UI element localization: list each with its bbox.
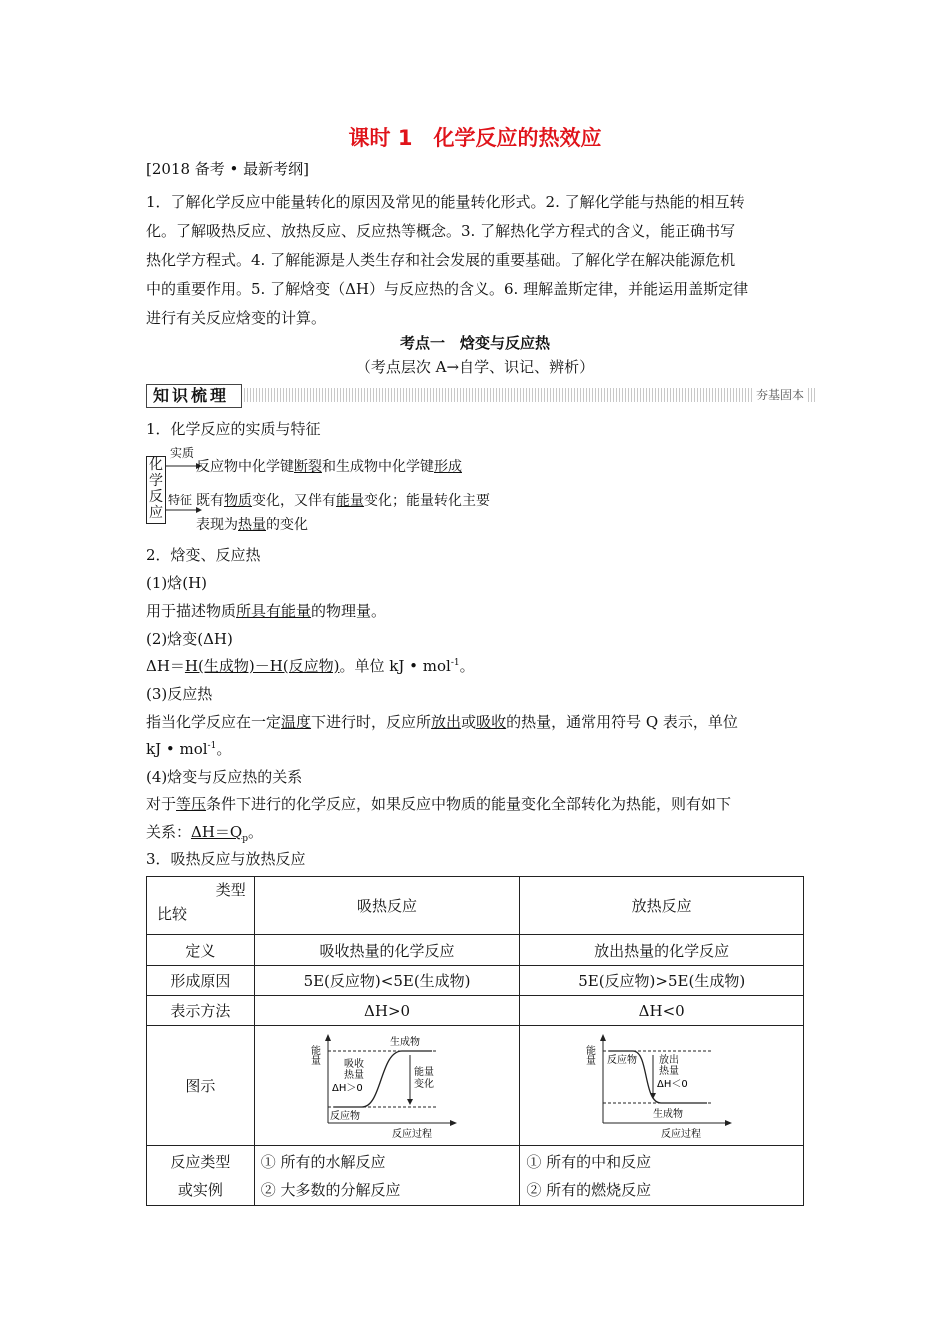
enthalpy-change-formula: ΔH＝H(生成物)－H(反应物)。单位 kJ • mol$^{-1}$。 <box>146 657 475 675</box>
endo-absorb-label-1: 吸收 <box>344 1058 365 1070</box>
endo-change-label-2: 变化 <box>414 1078 435 1090</box>
relation-text: 对于等压条件下进行的化学反应，如果反应中物质的能量变化全部转化为热能，则有如下 <box>146 795 732 813</box>
exothermic-examples <box>520 1146 804 1206</box>
exo-dh-label: ΔH＜0 <box>656 1078 688 1090</box>
example-item: ② 大多数的分解反应 <box>260 1180 401 1199</box>
row-cell: 5E(反应物)>5E(生成物) <box>520 966 804 996</box>
row-cell: ΔH<0 <box>520 996 804 1026</box>
table-header-row <box>147 877 804 935</box>
objective-line: 化。了解吸热反应、放热反应、反应热等概念。3. 了解热化学方程式的含义，能正确书写 <box>146 222 736 240</box>
endothermic-graph <box>308 1031 462 1141</box>
reaction-box <box>146 456 166 524</box>
exam-tag: [2018 备考 • 最新考纲] <box>146 160 310 178</box>
corner-top: 类型 <box>215 881 246 899</box>
box-char: 反 <box>149 489 163 505</box>
corner-cell <box>147 877 255 935</box>
corner-bottom: 比较 <box>157 905 188 923</box>
endo-absorb-label-2: 热量 <box>344 1069 365 1081</box>
endo-change-label-1: 能量 <box>414 1066 435 1078</box>
exo-reactant-label: 反应物 <box>606 1054 637 1066</box>
reaction-heat-unit: kJ • mol$^{-1}$。 <box>146 740 232 758</box>
header-exothermic: 放热反应 <box>520 877 804 935</box>
feature-text-2: 表现为热量的变化 <box>196 517 308 533</box>
exo-x-label: 反应过程 <box>660 1128 701 1140</box>
feature-label: 特征 <box>168 493 193 507</box>
page-title: 课时 1 化学反应的热效应 <box>348 126 602 150</box>
box-char: 化 <box>149 457 163 473</box>
example-item: ① 所有的中和反应 <box>526 1152 652 1171</box>
objectives <box>146 188 806 333</box>
exo-product-label: 生成物 <box>652 1108 683 1120</box>
exo-release-label-2: 热量 <box>658 1065 679 1077</box>
objective-line: 1．了解化学反应中能量转化的原因及常见的能量转化形式。2. 了解化学能与热能的相互转 <box>146 193 745 211</box>
banner-label: 知识梳理 <box>146 384 242 408</box>
row-cell: 放出热量的化学反应 <box>520 935 804 966</box>
essence-label: 实质 <box>170 446 195 460</box>
feature-text: 既有物质变化，又伴有能量变化；能量转化主要 <box>196 493 490 509</box>
examples-row <box>147 1146 804 1206</box>
exothermic-graph-cell <box>520 1026 804 1146</box>
enthalpy-change-title: (2)焓变(ΔH) <box>146 630 233 648</box>
endo-reactant-label: 反应物 <box>330 1110 361 1122</box>
endo-x-label: 反应过程 <box>392 1128 433 1140</box>
table-row <box>147 966 804 996</box>
row-label: 定义 <box>147 935 255 966</box>
knowledge-banner <box>146 384 816 406</box>
box-char: 应 <box>149 505 163 521</box>
objective-line: 进行有关反应焓变的计算。 <box>146 309 327 327</box>
enthalpy-definition: 用于描述物质所具有能量的物理量。 <box>146 602 387 620</box>
exothermic-graph <box>583 1031 737 1141</box>
examples-label-line: 或实例 <box>177 1180 223 1199</box>
figure-label: 图示 <box>147 1026 255 1146</box>
example-item: ① 所有的水解反应 <box>260 1152 386 1171</box>
exo-y-label: 能量 <box>583 1044 595 1065</box>
table-row <box>147 935 804 966</box>
table-row <box>147 996 804 1026</box>
row-cell: 吸收热量的化学反应 <box>254 935 520 966</box>
enthalpy-title: (1)焓(H) <box>146 574 208 592</box>
section-title: 考点一 焓变与反应热 <box>399 334 550 352</box>
comparison-table <box>146 876 804 1206</box>
box-char: 学 <box>149 473 163 489</box>
row-label: 表示方法 <box>147 996 255 1026</box>
section-subtitle: （考点层次 A→自学、识记、辨析） <box>355 358 595 376</box>
relation-title: (4)焓变与反应热的关系 <box>146 768 303 786</box>
endothermic-examples <box>254 1146 520 1206</box>
heading-3: 3．吸热反应与放热反应 <box>146 850 306 868</box>
exo-release-label-1: 放出 <box>658 1054 679 1066</box>
endo-dh-label: ΔH＞0 <box>332 1082 363 1094</box>
endo-product-label: 生成物 <box>390 1036 421 1048</box>
relation-formula: 关系：$\Delta H=Q_p$。 <box>146 823 264 844</box>
row-cell: ΔH>0 <box>254 996 520 1026</box>
banner-right: 夯基固本 <box>752 386 808 403</box>
banner-stripe <box>244 388 816 402</box>
endo-y-label: 能量 <box>308 1044 320 1065</box>
header-endothermic: 吸热反应 <box>254 877 520 935</box>
examples-label <box>147 1146 255 1206</box>
row-cell: 5E(反应物)<5E(生成物) <box>254 966 520 996</box>
figure-row <box>147 1026 804 1146</box>
endothermic-graph-cell <box>254 1026 520 1146</box>
objective-line: 中的重要作用。5. 了解焓变（ΔH）与反应热的含义。6. 理解盖斯定律，并能运用盖斯定律 <box>146 280 749 298</box>
objective-line: 热化学方程式。4. 了解能源是人类生存和社会发展的重要基础。了解化学在解决能源危机 <box>146 251 736 269</box>
essence-text: 反应物中化学键断裂和生成物中化学键形成 <box>196 459 462 475</box>
heading-1: 1．化学反应的实质与特征 <box>146 420 321 438</box>
reaction-heat-title: (3)反应热 <box>146 685 213 703</box>
examples-label-line: 反应类型 <box>170 1152 231 1171</box>
row-label: 形成原因 <box>147 966 255 996</box>
heading-2: 2．焓变、反应热 <box>146 546 261 564</box>
reaction-heat-text: 指当化学反应在一定温度下进行时，反应所放出或吸收的热量，通常用符号 Q 表示，单位 <box>146 713 738 731</box>
example-item: ② 所有的燃烧反应 <box>526 1180 652 1199</box>
